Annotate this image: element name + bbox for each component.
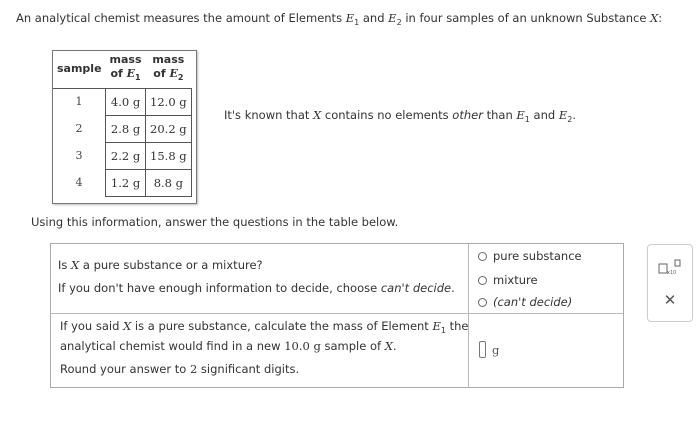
- instructions-text: Using this information, answer the questions in the table below.: [31, 215, 399, 229]
- sample-number: 3: [75, 149, 83, 162]
- close-icon[interactable]: ✕: [663, 291, 677, 309]
- sample-number: 1: [75, 95, 83, 109]
- question-2-rounding: Round your answer to 2 significant digits.: [60, 362, 300, 376]
- data-table: [53, 51, 192, 197]
- x10-label: x10: [667, 270, 677, 275]
- question-1-hint: If you don't have enough information to decide, choose can't decide.: [58, 281, 455, 295]
- mass-e1-value: 2.2 g: [106, 142, 146, 169]
- column-divider: [468, 244, 469, 387]
- question-1-text: Is X a pure substance or a mixture?: [58, 258, 263, 272]
- option-cant-decide[interactable]: (can't decide): [478, 295, 572, 309]
- mass-e2-value: 20.2 g: [146, 115, 192, 142]
- answer-unit: g: [492, 343, 500, 357]
- mass-e2-value: 8.8 g: [146, 169, 192, 196]
- option-pure-substance[interactable]: pure substance: [478, 249, 582, 263]
- row-divider: [51, 313, 623, 314]
- mass-e2-value: 12.0 g: [146, 88, 192, 115]
- tool-panel: [647, 244, 693, 322]
- mass-e1-value: 1.2 g: [106, 169, 146, 196]
- table-row: [53, 169, 191, 196]
- mass-e1-value: 2.8 g: [106, 115, 146, 142]
- question-table: [50, 243, 624, 388]
- radio-button[interactable]: [478, 252, 487, 261]
- table-row: [53, 88, 191, 115]
- known-statement: It's known that X contains no elements other than $E_1$ and $E_2$.: [224, 108, 576, 124]
- question-2-text-line-2: analytical chemist would find in a new 10.0 g sample of X.: [60, 339, 397, 353]
- sample-number: 4: [75, 176, 83, 189]
- question-2-text: If you said X is a pure substance, calculate the mass of Element $E_1$ the: [60, 319, 469, 335]
- header-sample: sample: [57, 62, 102, 76]
- mass-e1-value: 4.0 g: [106, 88, 146, 115]
- radio-button[interactable]: [478, 298, 487, 307]
- radio-button[interactable]: [478, 276, 487, 285]
- header-mass-e2: mass of $E_2$: [152, 53, 185, 83]
- option-mixture[interactable]: mixture: [478, 273, 538, 287]
- answer-input[interactable]: [479, 341, 486, 358]
- table-row: [53, 115, 191, 142]
- scientific-notation-icon[interactable]: [658, 259, 682, 275]
- intro-text: An analytical chemist measures the amount of Elements $E_1$ and $E_2$ in four samples of an unknown Substance X:: [16, 11, 663, 27]
- header-mass-e1: mass of $E_1$: [109, 53, 142, 83]
- mass-e2-value: 15.8 g: [146, 142, 192, 169]
- table-row: [53, 142, 191, 169]
- sample-number: 2: [75, 122, 83, 135]
